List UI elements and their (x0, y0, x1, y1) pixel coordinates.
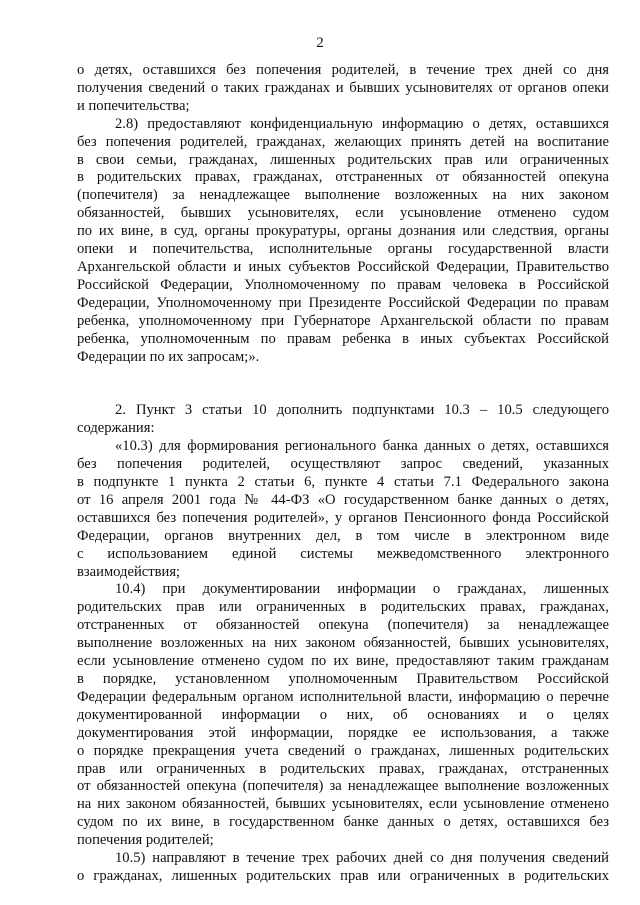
text-line: Архангельской области и иных субъектов Российской Федерации, Правительство (77, 258, 609, 275)
text-line: и попечительства; (77, 97, 190, 114)
text-line: обязанностей, бывших усыновителях, если усыновление отменено судом (77, 205, 609, 222)
text-line: о гражданах, лишенных родительских прав или ограниченных в родительских (77, 867, 609, 884)
text-line: Федерации, Уполномоченному при Президенте Российской Федерации по правам (77, 294, 609, 311)
paragraph (77, 850, 609, 886)
text-line: в подпункте 1 пункта 2 статьи 6, пункте 4 статьи 7.1 Федерального закона (77, 474, 609, 491)
text-line: отстраненных от обязанностей опекуна (попечителя) за ненадлежащее (77, 617, 609, 634)
paragraph (77, 581, 609, 850)
text-line: если усыновление отменено судом по их вине, предоставляют таким гражданам (77, 653, 609, 670)
text-line: 2.8) предоставляют конфиденциальную информацию о детях, оставшихся (115, 115, 609, 132)
text-line: ребенка, уполномоченным по правам ребенка в иных субъектах Российской (77, 330, 609, 347)
text-line: в порядке, установленном уполномоченным Правительством Российской (77, 671, 609, 687)
text-line: Федерации, органов внутренних дел, в том числе в электронном виде (77, 527, 609, 544)
text-line: выполнение возложенных на них законом обязанностей, бывших усыновителях, (77, 635, 609, 652)
text-line: с использованием единой системы межведомственного электронного (77, 545, 609, 562)
text-line: прав или ограниченных в родительских правах, гражданах, отстраненных (77, 760, 609, 777)
text-line: получения сведений о таких гражданах и бывших усыновителях от органов опеки (77, 79, 609, 96)
text-line: от обязанностей опекуна (попечителя) за ненадлежащее выполнение возложенных (77, 778, 609, 795)
text-line: 10.4) при документировании информации о гражданах, лишенных (115, 581, 609, 598)
document-body (77, 62, 609, 886)
text-line: документированной информации о них, об основаниях и о целях (77, 706, 609, 723)
paragraph (77, 438, 609, 581)
text-line: о порядке прекращения учета сведений о гражданах, лишенных родительских (77, 742, 609, 759)
text-line: о детях, оставшихся без попечения родителей, в течение трех дней со дня (77, 62, 609, 78)
paragraph (77, 116, 609, 367)
text-line: оставшихся без попечения родителей», у органов Пенсионного фонда Российской (77, 509, 609, 526)
page-number: 2 (316, 35, 324, 51)
text-line: 10.5) направляют в течение трех рабочих дней со дня получения сведений (115, 850, 609, 867)
text-line: Российской Федерации, Уполномоченному по правам человека в Российской (77, 276, 609, 293)
text-line: 2. Пункт 3 статьи 10 дополнить подпунктами 10.3 – 10.5 следующего (115, 402, 609, 419)
text-line: без попечения родителей, гражданах, желающих принять детей на воспитание (77, 133, 609, 150)
text-line: опеки и попечительства, исполнительные органы государственной власти (77, 241, 609, 258)
text-line: без попечения родителей, осуществляют запрос сведений, указанных (77, 456, 609, 473)
text-line: от 16 апреля 2001 года № 44-ФЗ «О государственном банке данных о детях, (77, 491, 609, 508)
text-line: в свои семьи, гражданах, лишенных родительских прав или ограниченных (77, 151, 609, 168)
text-line: Федерации федеральным органом исполнительной власти, информацию о перечне (77, 688, 609, 705)
paragraph (77, 402, 609, 438)
text-line: в родительских правах, гражданах, отстраненных от обязанностей опекуна (77, 169, 609, 186)
text-line: на них законом обязанностей, бывших усыновителях, если усыновление отменено (77, 796, 609, 813)
text-line: родительских прав или ограниченных в родительских правах, гражданах, (77, 599, 609, 616)
text-line: (попечителя) за ненадлежащее выполнение возложенных на них законом (77, 187, 609, 204)
text-line: взаимодействия; (77, 563, 181, 580)
text-line: ребенка, уполномоченному при Губернаторе Архангельской области по правам (77, 312, 609, 329)
text-line: содержания: (77, 420, 155, 437)
text-line: судом по их вине, в государственном банке данных о детях, оставшихся без (77, 814, 609, 831)
text-line: «10.3) для формирования регионального банка данных о детях, оставшихся (115, 438, 609, 455)
text-line: по их вине, в суд, органы прокуратуры, органы дознания или следствия, органы (77, 223, 609, 240)
text-line: Федерации по их запросам;». (77, 348, 260, 365)
paragraph (77, 62, 609, 116)
paragraph-gap (77, 366, 609, 402)
text-line: попечения родителей; (77, 832, 214, 849)
text-line: документирования этой информации, порядке ее использования, а также (77, 724, 609, 741)
